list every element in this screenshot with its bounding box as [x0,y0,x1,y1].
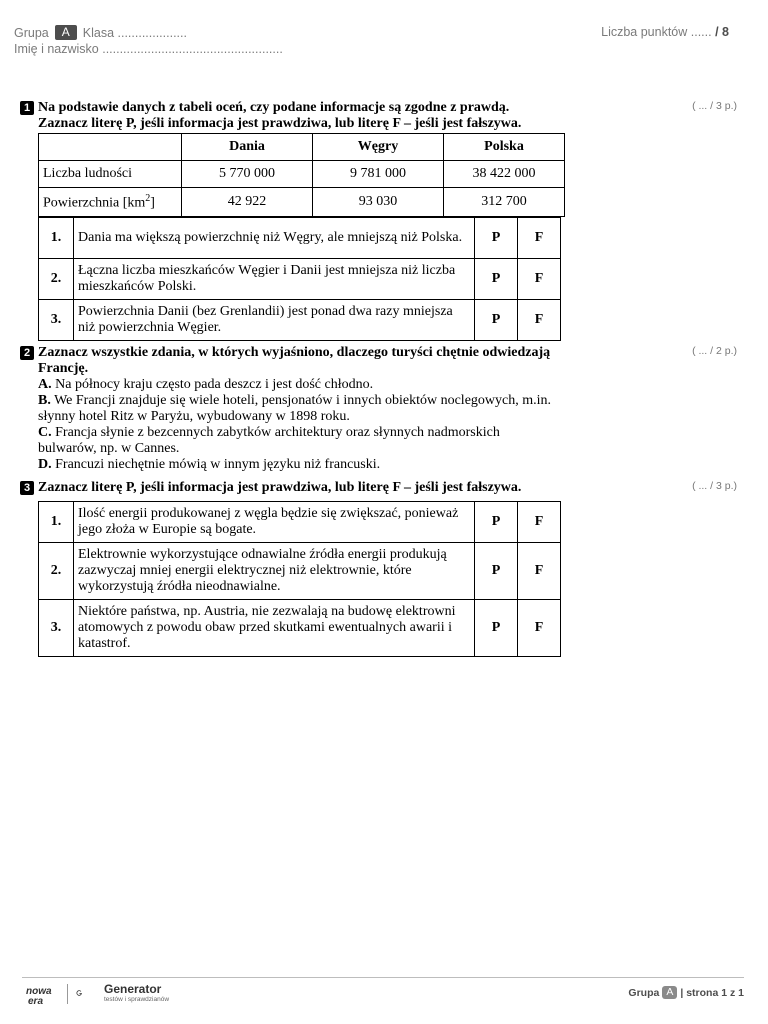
task-question-line-1: Na podstawie danych z tabeli oceń, czy podane informacje są zgodne z prawdą. [38,100,510,115]
statement-text: Elektrownie wykorzystujące odnawialne źródła energii produkują zazwyczaj mniej energii elektrycznej niż elektrownie, które wykorzystują źródła nieodnawialne. [74,543,475,600]
table-row-label: Liczba ludności [39,161,182,188]
area-label-end: ] [150,195,155,211]
table-header-cell [39,134,182,161]
true-option[interactable]: P [475,300,518,341]
option-text: We Francji znajduje się wiele hoteli, pensjonatów i innych obiektów noclegowych, m.in. słynny hotel Ritz w Paryżu, wybudowany w 1898 roku. [38,393,552,424]
table-row-label [39,188,182,217]
task-question-line-2: Zaznacz literę P, jeśli informacja jest prawdziwa, lub literę F – jeśli jest fałszywa. [38,116,522,131]
true-option[interactable]: P [475,259,518,300]
footer-separator [67,984,68,1004]
false-option[interactable]: F [518,259,561,300]
option-letter: D. [38,457,52,472]
true-option[interactable]: P [475,600,518,657]
options-list [38,377,558,473]
task-points: ( ... / 3 p.) [692,100,737,112]
option-letter: C. [38,425,52,440]
table-cell: 5 770 000 [182,161,313,188]
option-text: Na północy kraju często pada deszcz i jest dość chłodno. [55,377,374,392]
footer-page-label: | strona 1 z 1 [680,986,744,999]
generator-logo-icon [76,981,102,1005]
task-number: 3 [20,481,34,495]
table-cell: 9 781 000 [313,161,444,188]
statement-number: 2. [39,543,74,600]
false-option[interactable]: F [518,543,561,600]
statement-number: 3. [39,600,74,657]
statement-row [39,502,561,543]
task-number: 1 [20,101,34,115]
table-header-cell: Węgry [313,134,444,161]
option-item[interactable] [38,457,558,473]
option-text: Francuzi niechętnie mówią w innym języku niż francuski. [55,457,381,472]
class-label: Klasa .................... [82,25,187,40]
false-option[interactable]: F [518,502,561,543]
statement-text: Łączna liczba mieszkańców Węgier i Danii jest mniejsza niż liczba mieszkańców Polski. [74,259,475,300]
data-table [38,133,565,217]
option-item[interactable] [38,425,558,457]
statement-number: 3. [39,300,74,341]
statements-table-1 [38,217,561,341]
table-cell: 42 922 [182,188,313,217]
points-max: / 8 [715,25,729,39]
statement-row [39,600,561,657]
statement-row [39,300,561,341]
task-2 [20,345,740,473]
group-class-line [14,25,187,40]
table-row [39,161,565,188]
option-letter: B. [38,393,51,408]
statement-row [39,543,561,600]
option-item[interactable] [38,377,558,393]
task-3 [20,480,740,496]
statement-number: 2. [39,259,74,300]
points-total [601,25,729,39]
true-option[interactable]: P [475,218,518,259]
generator-subtitle: testów i sprawdzianów [104,996,170,1003]
true-option[interactable]: P [475,502,518,543]
task-question: Zaznacz literę P, jeśli informacja jest prawdziwa, lub literę F – jeśli jest fałszywa. [38,480,522,495]
area-label-main: Powierzchnia [km [43,195,146,211]
statement-number: 1. [39,218,74,259]
footer-divider [22,977,744,978]
statement-text: Powierzchnia Danii (bez Grenlandii) jest ponad dwa razy mniejsza niż powierzchnia Węgier. [74,300,475,341]
false-option[interactable]: F [518,218,561,259]
generator-title: Generator [104,982,162,996]
table-header-cell: Dania [182,134,313,161]
footer-group-label: Grupa [628,986,660,999]
statement-row [39,218,561,259]
svg-text:era: era [28,996,44,1007]
task-1 [20,100,740,132]
name-label: Imię i nazwisko .................................................... [14,42,283,56]
statements-table-3 [38,501,561,657]
task-question: Zaznacz wszystkie zdania, w których wyjaśniono, dlaczego turyści chętnie odwiedzają Francję. [38,345,551,376]
table-cell: 312 700 [444,188,565,217]
option-text: Francja słynie z bezcennych zabytków architektury oraz słynnych nadmorskich bulwarów, np. w Cannes. [38,425,500,456]
group-label: Grupa [14,25,49,40]
group-badge: A [55,25,77,40]
false-option[interactable]: F [518,600,561,657]
statement-row [39,259,561,300]
table-cell: 93 030 [313,188,444,217]
option-item[interactable] [38,393,558,425]
points-label: Liczba punktów ...... [601,25,712,39]
svg-text:nowa: nowa [26,986,52,997]
table-header-row [39,134,565,161]
task-number: 2 [20,346,34,360]
nowa-era-logo [24,983,60,1007]
statement-text: Niektóre państwa, np. Austria, nie zezwalają na budowę elektrowni atomowych z powodu obaw przed skutkami ewentualnych awarii i katastrof. [74,600,475,657]
true-option[interactable]: P [475,543,518,600]
statement-text: Ilość energii produkowanej z węgla będzie się zwiększać, ponieważ jego złoża w Europie są bogate. [74,502,475,543]
task-question [38,100,558,132]
option-letter: A. [38,377,52,392]
footer-group-badge: A [662,986,677,999]
footer-page-info [628,986,744,999]
statement-number: 1. [39,502,74,543]
table-header-cell: Polska [444,134,565,161]
table-row [39,188,565,217]
statement-text: Dania ma większą powierzchnię niż Węgry, ale mniejszą niż Polska. [74,218,475,259]
table-cell: 38 422 000 [444,161,565,188]
task-points: ( ... / 3 p.) [692,480,737,492]
false-option[interactable]: F [518,300,561,341]
task-points: ( ... / 2 p.) [692,345,737,357]
area-label-sup: 2 [145,192,151,204]
